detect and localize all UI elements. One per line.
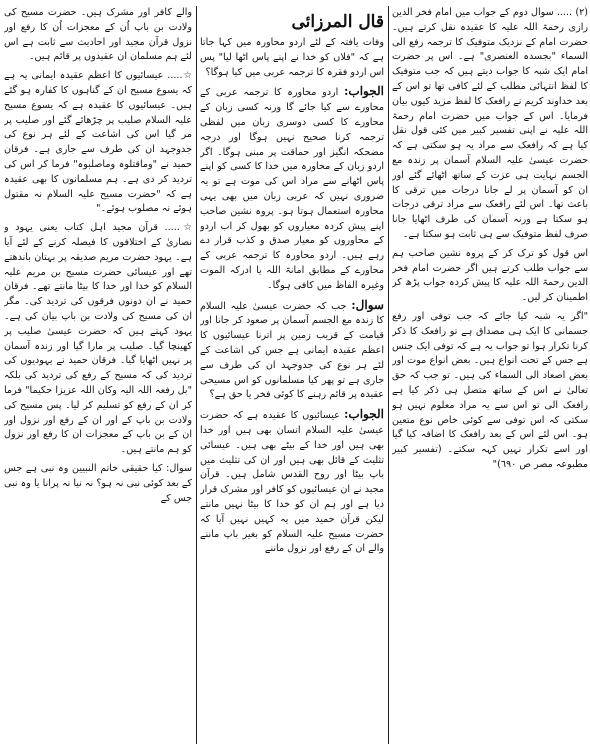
paragraph: ☆..... قرآن مجید اہل کتاب یعنی یہود و نصاریٰ کے اختلافوں کا فیصلہ کرنے کے لئے آیا ہے۔ یہود حضرت مریم صدیقہ پر بہتان باندھتے تھے اور عیسائی حضرت مسیح بن مریم علیہ السلام کو خدا اور خدا کا بیٹا مانتے تھے۔ فرقان حمید نے ان دونوں فرقوں کی تردید کی۔ مگر ان کی مسیح کی ولادت بن باپ بیان کی ہے۔ یہود کہتے ہیں کہ حضرت عیسیٰ صلیب پر کھینچا گیا۔ صلیب پر مارا گیا اور زندہ آسمان پر نہیں اٹھایا گیا۔ فرقان حمید نے یہودیوں کی تردید کی کہ مسیح کے رفع کی تردید کی بلکہ "بل رفعہ اللہ الیہ وکان اللہ عزیزا حکیما" فرما کر ان کے رفع کو تسلیم کر لیا۔ پس مسیح کی ولادت بن باپ کے اور ان کے رفع اور نزول اور ان کے بن باپ کے معجزات ان کا رفع اور نزول کو ہم مانتے ہیں۔ bbox=[4, 222, 192, 456]
answer-paragraph bbox=[200, 84, 384, 293]
paragraph: ☆..... عیسائیوں کا اعظم عقیدہ ایمانی یہ ہے کہ یسوع مسیح ان کے گناہوں کا کفارہ ہو گئے ہیں۔ عیسائیوں کا عقیدہ ہے کہ یسوع مسیح علیہ السلام صلیب پر چڑھائے گئے اور صلیب پر مر گیا اس کی اشاعت کے لئے ہر نوع کی جدوجہد ان کی طرف سے جاری ہے۔ فرقان حمید نے "وماقتلوہ وماصلبوہ" فرما کر اس کی تردید کر دی ہے۔ ہم مسلمانوں کا بھی عقیدہ ہے کہ "حضرت مسیح علیہ السلام نہ مقتول ہوئے نہ مصلوب ہوئے۔" bbox=[4, 70, 192, 215]
middle-column bbox=[200, 6, 384, 746]
paragraph: والے کافر اور مشرک ہیں۔ حضرت مسیح کی ولادت بن باپ اُن کے معجزات اُن کا رفع اور نزول قرآن مجید اور احادیث سے ثابت ہے اس لئے ہم مسلمان ان عقیدوں پر قائم ہیں۔ bbox=[4, 7, 192, 63]
answer-label: الجواب: bbox=[343, 84, 384, 99]
answer-text: اردو محاورہ کا ترجمہ عربی کے محاورے سے کیا جائے گا ورنہ کسی زبان کے محاورے کا کسی دوسری زبان میں لفظی ترجمہ کرنا صحیح نہیں ہوگا اور درجہ مضحکہ انگیز اور حماقت پر مبنی ہوگا۔ اگر اردو زبان کے محاورہ میں خدا کا کسی کو اپنے پاس اٹھانے سے مراد اس کی موت ہے تو یہ ضروری نہیں کہ عربی زبان میں بھی یہی محاورہ استعمال ہوتا ہو۔ پروہ نشین صاحب اپنے پیش کردہ معیاروں کو بھول کر اب اردو کے محاوروں کو معیار صدق و کذب قرار دے رہے ہیں۔ اردو محاورہ کا ترجمہ عربی کے محاورے کے مطابق امانۃ اللہ یا ادرکہ الموت وغیرہ الفاظ میں کافی ہوگا۔ bbox=[200, 87, 384, 291]
question-label: سوال: bbox=[351, 297, 384, 312]
answer-text: عیسائیوں کا عقیدہ ہے کہ حضرت عیسیٰ علیہ السلام انسان بھی ہیں اور خدا بھی ہیں اور خدا کے بیٹے بھی ہیں۔ عیسائی تثلیث کے قائل بھی ہیں اور ان کی تثلیث میں باپ بیٹا اور روح القدس شامل ہیں۔ قرآن مجید نے ان عیسائیوں کو کافر اور مشرک قرار دیا ہے اور ہم ان کو خدا کا بیٹا نہیں مانتے لیکن قرآن حمید میں یہ کہیں نہیں آیا کہ حضرت مسیح علیہ السلام کو بغیر باپ ماننے والے ان کے رفع اور نزول ماننے bbox=[200, 410, 384, 555]
question-text: جب کہ حضرت عیسیٰ علیہ السلام کا زندہ مع الجسم آسمان پر صعود کر جانا اور قیامت کے قریب زمین پر اترنا عیسائیوں کا اعظم عقیدہ ایمانی ہے جس کی اشاعت کے لئے ہر نوع کی جدوجہد ان کی طرف سے جاری ہے تو پھر کیا مسلمانوں کو اس مسیحی عقیدہ پر قائم رہنے کا کوئی فخر یا حق ہے؟ bbox=[200, 300, 384, 401]
answer-paragraph bbox=[200, 407, 384, 557]
column-divider bbox=[196, 6, 197, 744]
left-column bbox=[4, 6, 192, 746]
right-column bbox=[392, 6, 588, 746]
answer-label: الجواب: bbox=[344, 407, 384, 422]
paragraph: وفات یافتہ کے لئے اردو محاورہ میں کہا جاتا ہے کہ "فلاں کو خدا نے اپنے پاس اٹھا لیا" پس اس اردو فقرہ کا ترجمہ عربی میں کیا ہوگا؟ bbox=[200, 37, 384, 78]
paragraph: (۲) ..... سوال دوم کے جواب میں امام فخر الدین رازی رحمۃ اللہ علیہ کا عقیدہ نقل کرتے ہیں۔ حضرت امام کے نزدیک متوفیک کا ترجمہ رفع الی السماء "بجسدہ العنصری" ہے۔ اس پر حضرت امام ایک شبہ کا جواب دیتے ہیں کہ جب متوفیک کا لفظ انتہائی مطلب کے لئے کافی تھا تو اس کے بعد خداوند کریم نے رافعک کا لفظ مزید کیوں بیان فرمایا۔ اس کے جواب میں حضرت امام رحمۃ اللہ علیہ نے اپنی تفسیر کبیر میں کئی قول نقل کیا ہے کہ رافعک سے مراد یہ ہو سکتی ہے کہ حضرت عیسیٰ علیہ السلام آسمان پر زندہ مع الجسم نہایت ہی عزت کے ساتھ اٹھائے گئے اور ان کو آسمان پر لے جانا درجات میں ترقی کا باعث تھا۔ اس لئے رافعک سے مراد ترقی درجات ہو سکتا ہے ورنہ آسمان کی طرف اٹھایا جانا صرف لفظ متوفیک سے ہی ثابت ہو سکتا ہے۔ bbox=[392, 7, 588, 240]
quote-paragraph: "اگر یہ شبہ کیا جائے کہ جب توفی اور رفع جسمانی کا ایک ہی مصداق ہے تو رافعک کا ذکر کرنا تکرار ہوا تو جواب یہ ہے کہ توفی ایک جنس ہے جس کے تحت انواع ہیں۔ بعض انواع موت اور بعض اصعاد الی السماء کی ہیں۔ تو جب کہ حق تعالیٰ نے اس کے ساتھ متصل ہی ذکر کیا ہے رافعک الی تو اس سے یہ مراد معلوم نہیں ہو سکتی کہ اس توفی سے کوئی خاص نوع متعین ہو۔ اس لئے اس کے بعد رافعک کا اضافہ کیا گیا اور اسے تکرار نہیں کہہ سکتے۔ (تفسیر کبیر مطبوعہ مصر ص ٦٩٠)" bbox=[392, 310, 588, 470]
question-paragraph bbox=[200, 298, 384, 404]
column-divider bbox=[388, 6, 389, 744]
paragraph: اس قول کو ترک کر کے پروہ نشین صاحب ہم سے جواب طلب کرتے ہیں اگر حضرت امام فخر الدین رحمۃ اللہ علیہ کا پیش کردہ جواب پڑھ کر اطمینان کر لیں۔ bbox=[392, 247, 588, 304]
section-heading: قال المرزائی bbox=[291, 12, 384, 32]
question-paragraph: سوال: کیا حقیقی خاتم النبیین وہ نبی ہے جس کے بعد کوئی نبی نہ ہو؟ نہ نیا نہ پرانا یا وہ نبی جس کے bbox=[4, 462, 192, 504]
